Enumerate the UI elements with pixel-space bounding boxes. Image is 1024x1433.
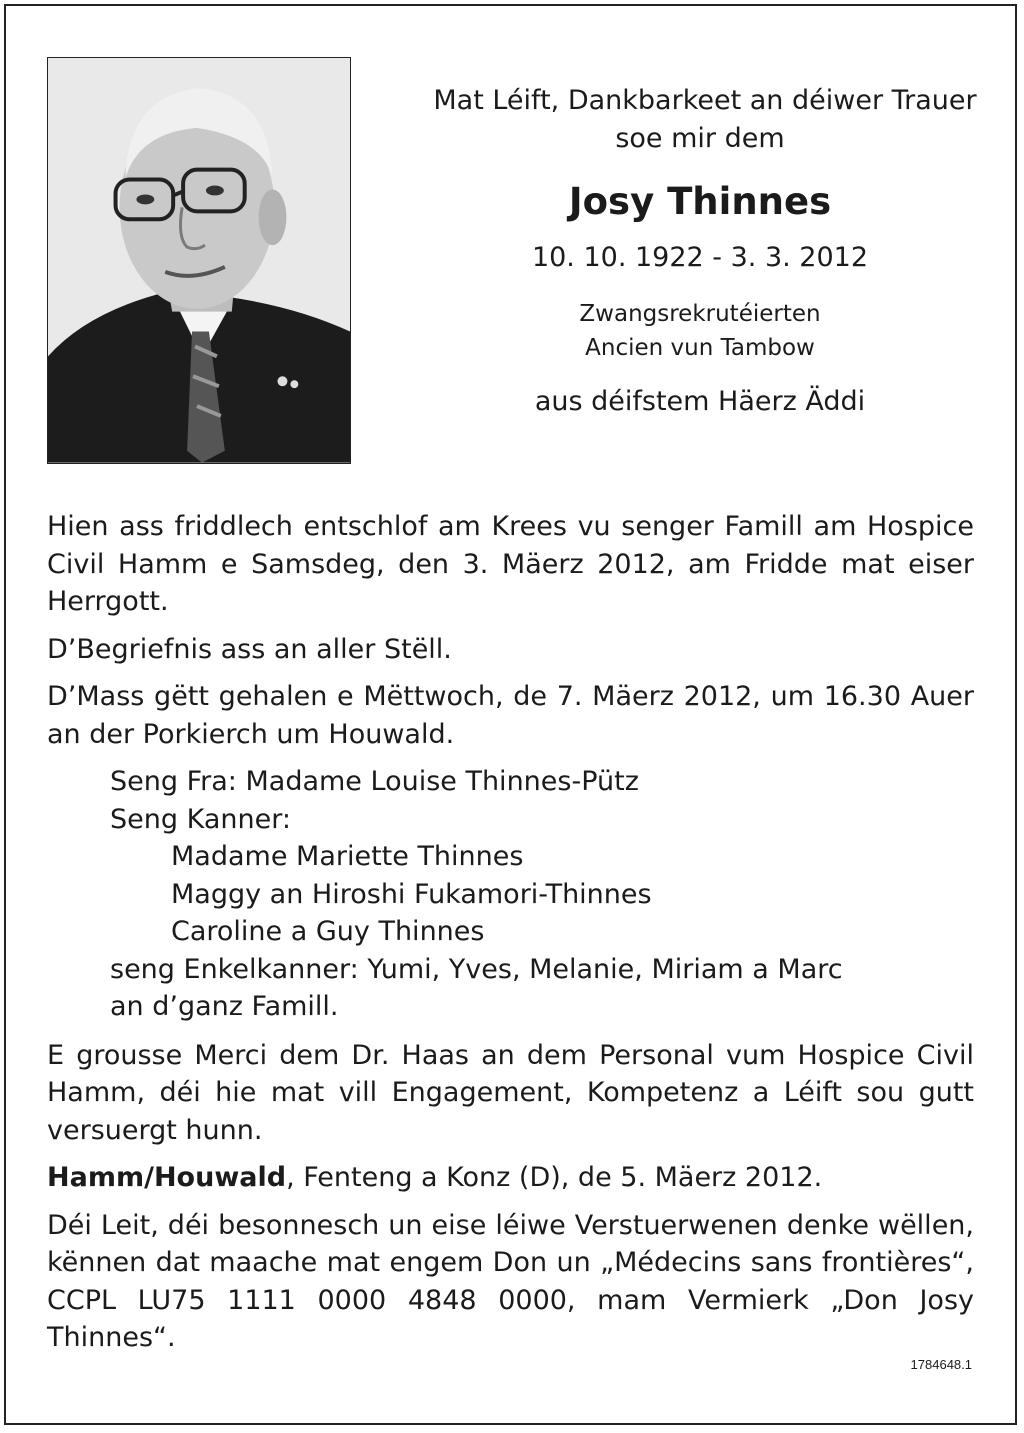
affiliation-line-1: Zwangsrekrutéierten — [579, 301, 821, 327]
farewell-line: aus déifstem Häerz Äddi — [534, 386, 866, 417]
family-wife: Seng Fra: Madame Louise Thinnes-Pütz — [110, 766, 639, 797]
place-name: Hamm/Houwald — [47, 1162, 287, 1193]
family-list — [47, 763, 974, 1026]
intro-line-2: soe mir dem — [615, 123, 785, 154]
obituary-body — [47, 508, 974, 1367]
family-child: Maggy an Hiroshi Fukamori-Thinnes — [171, 878, 652, 910]
intro-line-1: Mat Léift, Dankbarkeet an déiwer Trauer — [433, 85, 977, 116]
family-child: Madame Mariette Thinnes — [171, 841, 524, 872]
place-date: , Fenteng a Konz (D), de 5. Mäerz 2012. — [286, 1162, 823, 1193]
family-grandchildren: seng Enkelkanner: Yumi, Yves, Melanie, Miriam a Marc — [110, 953, 843, 985]
donation-paragraph: Déi Leit, déi besonnesch un eise léiwe Verstuerwenen denke wëllen, kënnen dat maache mat engem Don un „Médecins sans frontières“, CCPL LU75 1111 0000 4848 0000, mam Vermierk „Don Josy Thinnes“. — [47, 1209, 974, 1353]
mass-announcement: D’Mass gëtt gehalen e Mëttwoch, de 7. Mäerz 2012, um 16.30 Auer an der Porkierch um Houwald. — [47, 681, 974, 750]
affiliation — [400, 297, 1000, 365]
family-child: Caroline a Guy Thinnes — [171, 916, 485, 947]
family-children-label: Seng Kanner: — [110, 803, 291, 835]
place-date-line — [47, 1159, 974, 1197]
death-announcement: Hien ass friddlech entschlof am Krees vu senger Famill am Hospice Civil Hamm e Samsdeg, den 3. Mäerz 2012, am Fridde mat eiser Herrgott. — [47, 511, 974, 617]
reference-number: 1784648.1 — [910, 1357, 972, 1372]
portrait-photo — [47, 57, 351, 464]
family-extended: an d’ganz Famill. — [110, 991, 339, 1022]
affiliation-line-2: Ancien vun Tambow — [585, 335, 815, 361]
burial-note: D’Begriefnis ass an aller Stëll. — [47, 633, 452, 665]
header-block — [400, 82, 1000, 419]
life-dates: 10. 10. 1922 - 3. 3. 2012 — [531, 242, 869, 273]
deceased-name: Josy Thinnes — [568, 180, 832, 223]
thanks-paragraph: E grousse Merci dem Dr. Haas an dem Personal vum Hospice Civil Hamm, déi hie mat vill Engagement, Kompetenz a Léift sou gutt versuergt hunn. — [47, 1039, 974, 1146]
intro-text — [400, 82, 1000, 158]
